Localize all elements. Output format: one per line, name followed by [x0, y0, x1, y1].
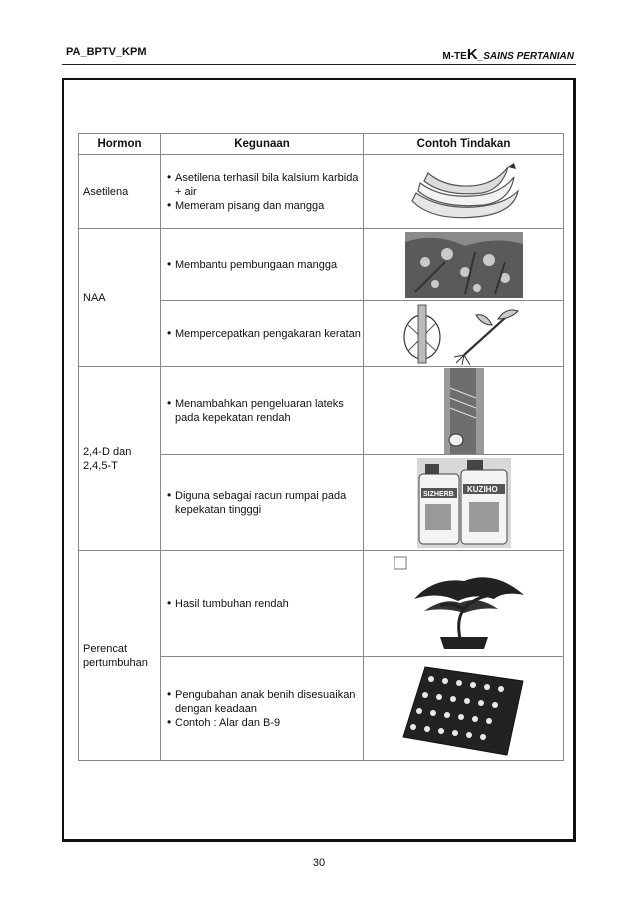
banana-icon [404, 161, 524, 223]
use-item: • Pengubahan anak benih disesuaikan dengan keadaan [167, 688, 363, 716]
use-cell [161, 155, 364, 229]
header-left: PA_BPTV_KPM [66, 46, 147, 58]
header-rule [62, 64, 576, 65]
hormone-table [78, 133, 564, 761]
table-header-row [79, 134, 564, 155]
use-cell [161, 367, 364, 455]
header-right-prefix: M-TE [442, 51, 467, 62]
hormone-name: 2,4-D dan 2,4,5-T [79, 367, 161, 551]
table-row [79, 551, 564, 657]
use-item: • Membantu pembungaan mangga [167, 258, 363, 272]
bottle-label-2: KUZIHO [466, 484, 498, 494]
table-row [79, 155, 564, 229]
use-cell [161, 657, 364, 761]
use-item: • Menambahkan pengeluaran lateks pada kepekatan rendah [167, 397, 363, 425]
use-item: • Mempercepatkan pengakaran keratan [167, 327, 363, 341]
use-item: • Diguna sebagai racun rumpai pada kepekatan tingggi [167, 489, 363, 517]
table-row [79, 367, 564, 455]
example-image-cell [364, 455, 564, 551]
rubber-tapping-icon [444, 368, 484, 454]
column-header-hormon: Hormon [79, 134, 161, 155]
use-item: • Memeram pisang dan mangga [167, 199, 363, 213]
table-row [79, 229, 564, 301]
use-cell [161, 455, 364, 551]
hormone-name: Asetilena [79, 155, 161, 229]
mango-tree-icon [405, 232, 523, 298]
use-item: • Hasil tumbuhan rendah [167, 597, 363, 611]
example-image-cell [364, 155, 564, 229]
page-number: 30 [312, 857, 326, 869]
column-header-contoh: Contoh Tindakan [364, 134, 564, 155]
example-image-cell [364, 551, 564, 657]
example-image-cell [364, 301, 564, 367]
seedling-tray-icon [395, 659, 533, 759]
herbicide-bottles-icon [417, 458, 511, 548]
cutting-rooting-icon [402, 303, 526, 365]
use-cell [161, 229, 364, 301]
header-right-suffix: _SAINS PERTANIAN [477, 51, 574, 62]
use-cell [161, 551, 364, 657]
hormone-name: NAA [79, 229, 161, 367]
use-item: • Contoh : Alar dan B-9 [167, 716, 363, 730]
bonsai-tree-icon [394, 555, 534, 653]
example-image-cell [364, 657, 564, 761]
example-image-cell [364, 229, 564, 301]
header-right [442, 46, 574, 63]
hormone-name: Perencat pertumbuhan [79, 551, 161, 761]
header-right-big: K [466, 46, 478, 63]
column-header-kegunaan: Kegunaan [161, 134, 364, 155]
use-cell [161, 301, 364, 367]
bottle-label-1: SIZHERB [422, 490, 454, 498]
use-item: • Asetilena terhasil bila kalsium karbida + air [167, 171, 363, 199]
example-image-cell [364, 367, 564, 455]
